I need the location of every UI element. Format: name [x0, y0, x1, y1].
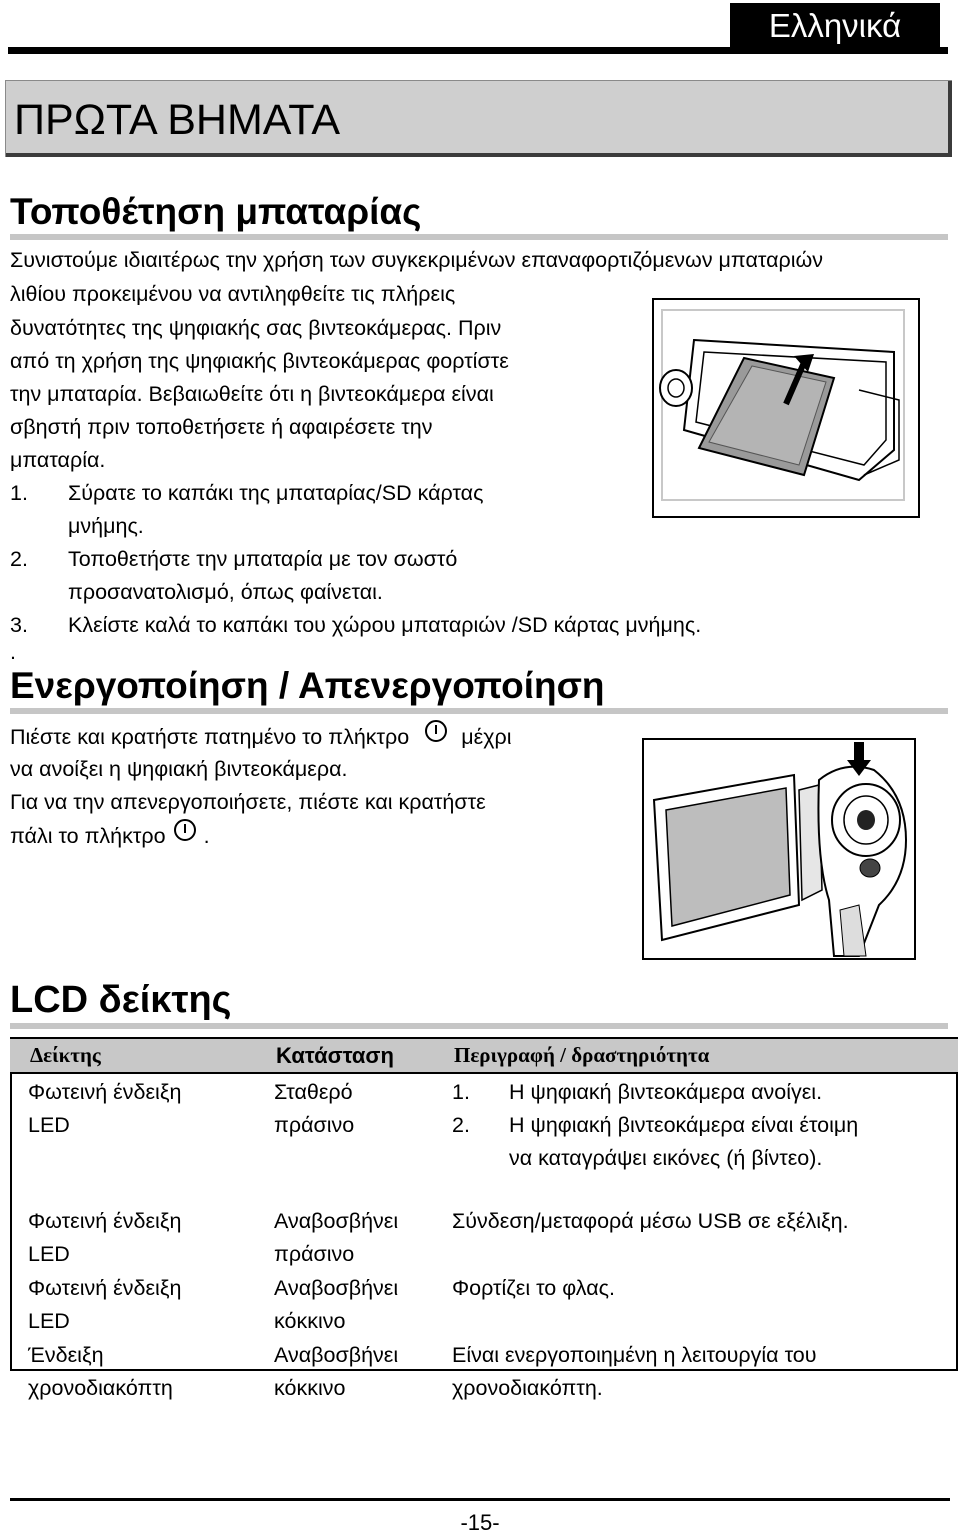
battery-intro-line: μπαταρία.	[10, 448, 106, 472]
language-label: Ελληνικά	[768, 7, 902, 44]
description-text: Η ψηφιακή βιντεοκάμερα είναι έτοιμη	[509, 1113, 859, 1137]
camcorder-drawing	[644, 740, 914, 958]
power-instruction-text: Πιέστε και κρατήστε πατημένο το πλήκτρο	[10, 725, 410, 749]
lcd-section-title	[10, 978, 231, 1022]
indicator-cell	[10, 1205, 256, 1272]
description-text: Η ψηφιακή βιντεοκάμερα ανοίγει.	[509, 1080, 823, 1104]
step-text: Κλείστε καλά το καπάκι του χώρου μπαταριών /SD κάρτας μνήμης.	[68, 613, 702, 637]
description-text: να καταγράψει εικόνες (ή βίντεο).	[509, 1146, 823, 1170]
description-text: Σύνδεση/μεταφορά μέσω USB σε εξέλιξη.	[452, 1209, 849, 1233]
power-instruction-line	[10, 720, 511, 754]
power-instruction-line	[10, 819, 210, 853]
description-item	[452, 1109, 958, 1175]
status-text: κόκκινο	[274, 1376, 346, 1400]
description-cell	[434, 1073, 958, 1205]
indicator-cell	[10, 1272, 256, 1339]
power-section-rule	[10, 708, 948, 714]
battery-intro-line: λιθίου προκειμένου να αντιληφθείτε τις πλήρεις	[10, 282, 456, 306]
table-row	[10, 1073, 958, 1205]
battery-intro-line: την μπαταρία. Βεβαιωθείτε ότι η βιντεοκάμερα είναι	[10, 382, 494, 406]
battery-section-title: Τοποθέτηση μπαταρίας	[10, 191, 422, 232]
status-text: κόκκινο	[274, 1309, 346, 1333]
header-rule	[8, 47, 948, 54]
status-text: πράσινο	[274, 1113, 355, 1137]
status-text: πράσινο	[274, 1242, 355, 1266]
page-number: -15-	[460, 1510, 500, 1535]
status-cell	[256, 1073, 434, 1205]
lcd-section-rule	[10, 1023, 948, 1029]
battery-intro-line: δυνατότητες της ψηφιακής σας βιντεοκάμερας. Πριν	[10, 316, 502, 340]
step-number: 2.	[10, 547, 28, 571]
step-text: Τοποθετήστε την μπαταρία με τον σωστό	[68, 547, 458, 571]
battery-illustration	[652, 298, 920, 518]
table-header-row	[10, 1038, 958, 1073]
step-text: προσανατολισμό, όπως φαίνεται.	[68, 580, 383, 604]
description-item	[452, 1076, 958, 1109]
step-number: 3.	[10, 613, 28, 637]
footer-rule	[10, 1498, 950, 1501]
description-text-block	[509, 1109, 858, 1175]
step-text: Σύρατε το καπάκι της μπαταρίας/SD κάρτας	[68, 481, 484, 505]
power-icon	[425, 720, 447, 742]
step-text: μνήμης.	[68, 514, 144, 538]
column-header-description: Περιγραφή / δραστηριότητα	[434, 1038, 958, 1073]
battery-insertion-drawing	[654, 300, 918, 516]
description-cell	[434, 1272, 958, 1339]
status-cell	[256, 1339, 434, 1406]
power-section-title: Ενεργοποίηση / Απενεργοποίηση	[10, 665, 605, 706]
description-cell	[434, 1339, 958, 1406]
chapter-title: ΠΡΩΤΑ ΒΗΜΑΤΑ	[14, 96, 341, 144]
indicator-cell	[10, 1339, 256, 1406]
column-header-status: Κατάσταση	[256, 1038, 434, 1073]
description-text: χρονοδιακόπτη.	[452, 1376, 603, 1400]
indicator-text: Φωτεινή ένδειξη	[28, 1276, 182, 1300]
power-instruction-text: πάλι το πλήκτρο	[10, 824, 166, 848]
description-number: 2.	[452, 1113, 470, 1137]
power-icon	[174, 819, 196, 841]
power-instruction-line: να ανοίξει η ψηφιακή βιντεοκάμερα.	[10, 757, 348, 781]
indicator-text: Ένδειξη	[28, 1343, 104, 1367]
status-text: Αναβοσβήνει	[274, 1343, 399, 1367]
power-instruction-text: μέχρι	[461, 725, 512, 749]
chapter-banner	[5, 80, 952, 157]
battery-intro-line: Συνιστούμε ιδιαιτέρως την χρήση των συγκεκριμένων επαναφορτιζόμενων μπαταριών	[10, 248, 824, 272]
table-row	[10, 1272, 958, 1339]
battery-intro-line: από τη χρήση της ψηφιακής βιντεοκάμερας φορτίστε	[10, 349, 509, 373]
battery-intro-line: σβηστή πριν τοποθετήσετε ή αφαιρέσετε την	[10, 415, 433, 439]
indicator-text: Φωτεινή ένδειξη	[28, 1209, 182, 1233]
description-number: 1.	[452, 1080, 470, 1104]
indicator-text: Φωτεινή ένδειξη	[28, 1080, 182, 1104]
description-text: Φορτίζει το φλας.	[452, 1276, 615, 1300]
indicator-text: χρονοδιακόπτη	[28, 1376, 173, 1400]
lcd-indicator-table	[10, 1037, 958, 1406]
indicator-text: LED	[28, 1113, 70, 1137]
camcorder-illustration	[642, 738, 916, 960]
lcd-section-title-text: LCD δείκτης	[10, 979, 232, 1021]
indicator-text: LED	[28, 1309, 70, 1333]
battery-section-rule	[10, 234, 948, 240]
language-tab	[730, 3, 940, 48]
table-row	[10, 1205, 958, 1272]
status-text: Αναβοσβήνει	[274, 1209, 399, 1233]
status-text: Αναβοσβήνει	[274, 1276, 399, 1300]
status-cell	[256, 1205, 434, 1272]
description-text: Είναι ενεργοποιημένη η λειτουργία του	[452, 1343, 817, 1367]
table-row	[10, 1339, 958, 1406]
indicator-text: LED	[28, 1242, 70, 1266]
status-cell	[256, 1272, 434, 1339]
step-number: 1.	[10, 481, 28, 505]
power-instruction-line: Για να την απενεργοποιήσετε, πιέστε και κρατήστε	[10, 790, 486, 814]
description-cell	[434, 1205, 958, 1272]
indicator-cell	[10, 1073, 256, 1205]
status-text: Σταθερό	[274, 1080, 353, 1104]
column-header-indicator: Δείκτης	[10, 1038, 256, 1073]
stray-mark: .	[10, 640, 16, 664]
power-instruction-text: .	[203, 824, 210, 848]
